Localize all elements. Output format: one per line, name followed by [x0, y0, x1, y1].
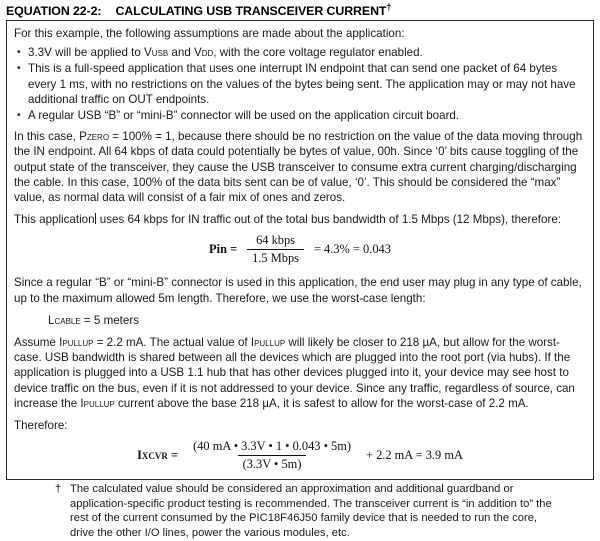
ixcvr-fraction [188, 439, 356, 472]
ipullup-symbol-3: Ipullup [80, 396, 115, 410]
bandwidth-after-caret: uses 64 kbps for IN traffic out of the total bus bandwidth of 1.5 Mbps (12 Mbps), therefore: [96, 213, 561, 227]
pzero-symbol: Pzero [79, 130, 110, 144]
pzero-rest: = 100% = 1, because there should be no restriction on the value of the data moving through the IN endpoint. All 64 kbps of data could potentially be bytes of value, 00h. Since ‘0’ bits cause toggling of the output state of the transceiver, they cause the USB transceiver to consume extra current charging/discharging the cable. In this case, 100% of the data bits sent can be of value, ‘0’. This should be considered the “max” value, as normal data will consist of a fair mix of ones and zeros. [14, 130, 583, 205]
equation-caption [6, 2, 594, 18]
lcable-definition [14, 313, 586, 328]
footnote-dagger-icon: † [55, 483, 62, 496]
pzero-lead: In this case, [14, 130, 80, 144]
pzero-paragraph [14, 129, 586, 205]
intro-paragraph: For this example, the following assumptions are made about the application: [14, 27, 405, 40]
ixcvr-equation-lhs: Ixcvr = [137, 448, 179, 463]
lcable-symbol: Lcable [48, 313, 81, 327]
assumption-fullspeed: • This is a full-speed application that uses one interrupt IN endpoint that can send one packet of 64 bytes every 1 ms, with no restrictions on the values of the bytes being sent. The application may or may not have additional traffic on OUT endpoints. [14, 61, 586, 107]
assumption-voltage-mid: and [168, 46, 194, 60]
ixcvr-numerator: (40 mA • 3.3V • 1 • 0.043 • 5m) [193, 439, 351, 454]
assumption-voltage-post: , with the core voltage regulator enabled. [213, 46, 423, 60]
ipullup-symbol-2: Ipullup [250, 336, 286, 350]
therefore-label: Therefore: [14, 419, 68, 433]
cable-paragraph: Since a regular “B” or “mini-B” connector is used in this application, the end user may plug in any type of cable, up to the maximum allowed 5m length. Therefore, we use the worst-case length: [14, 276, 582, 305]
assumption-connector: • A regular USB “B” or “mini-B” connector will be used on the application circuit board. [14, 108, 586, 123]
pin-equation [14, 233, 586, 266]
pullup-mid-2: will likely be closer to 218 µA, but allow for the worst-case. USB bandwidth is shared between all the devices which are plugged into the root port (via hubs). If the application is plugged into a USB 1.1 hub that has other devices plugged into it, your device may see host to device traffic on the bus, even if it is not addressed to your device. Since any traffic, regardless of source, can increase the [14, 336, 575, 410]
footnote-marker-icon: † [386, 2, 392, 12]
lcable-value: = 5 meters [80, 313, 140, 327]
pin-equals-sign: = [230, 242, 238, 257]
footnote [14, 482, 586, 540]
ixcvr-equals-sign: = [171, 448, 179, 463]
pullup-lead: Assume [14, 336, 60, 350]
ixcvr-denominator: (3.3V • 5m) [238, 455, 307, 472]
ixcvr-equation [14, 439, 586, 472]
ipullup-symbol-1: Ipullup [59, 336, 94, 350]
assumption-voltage [14, 45, 586, 60]
vdd-symbol: Vdd [194, 46, 214, 60]
bandwidth-before-caret: This application [14, 213, 95, 227]
assumptions-list [14, 45, 586, 123]
pin-denominator: 1.5 Mbps [247, 249, 304, 266]
pullup-mid: = 2.2 mA. The actual value of [93, 336, 251, 350]
pin-fraction [247, 233, 304, 266]
pullup-paragraph [14, 335, 586, 411]
pin-numerator: 64 kbps [256, 233, 295, 248]
ixcvr-result: + 2.2 mA = 3.9 mA [365, 448, 463, 463]
equation-title: CALCULATING USB TRANSCEIVER CURRENT [115, 4, 387, 19]
pin-result: = 4.3% = 0.043 [313, 242, 391, 257]
pullup-tail: current above the base 218 µA, it is safest to allow for the worst-case of 2.2 mA. [114, 396, 529, 410]
vusb-symbol: Vusb [144, 46, 169, 60]
equation-box [6, 20, 594, 540]
assumption-voltage-pre: 3.3V will be applied to [28, 46, 145, 60]
pin-equation-lhs: Pin = [209, 242, 238, 257]
footnote-text: The calculated value should be considered an approximation and additional guardband or application-specific product testing is recommended. The transceiver current is “in addition to” the rest of the current consumed by the PIC18F46J50 family device that is needed to run the core, drive the other I/O lines, power the various modules, etc. [70, 483, 552, 540]
bandwidth-paragraph [14, 212, 586, 227]
equation-number: EQUATION 22-2: [6, 4, 102, 19]
